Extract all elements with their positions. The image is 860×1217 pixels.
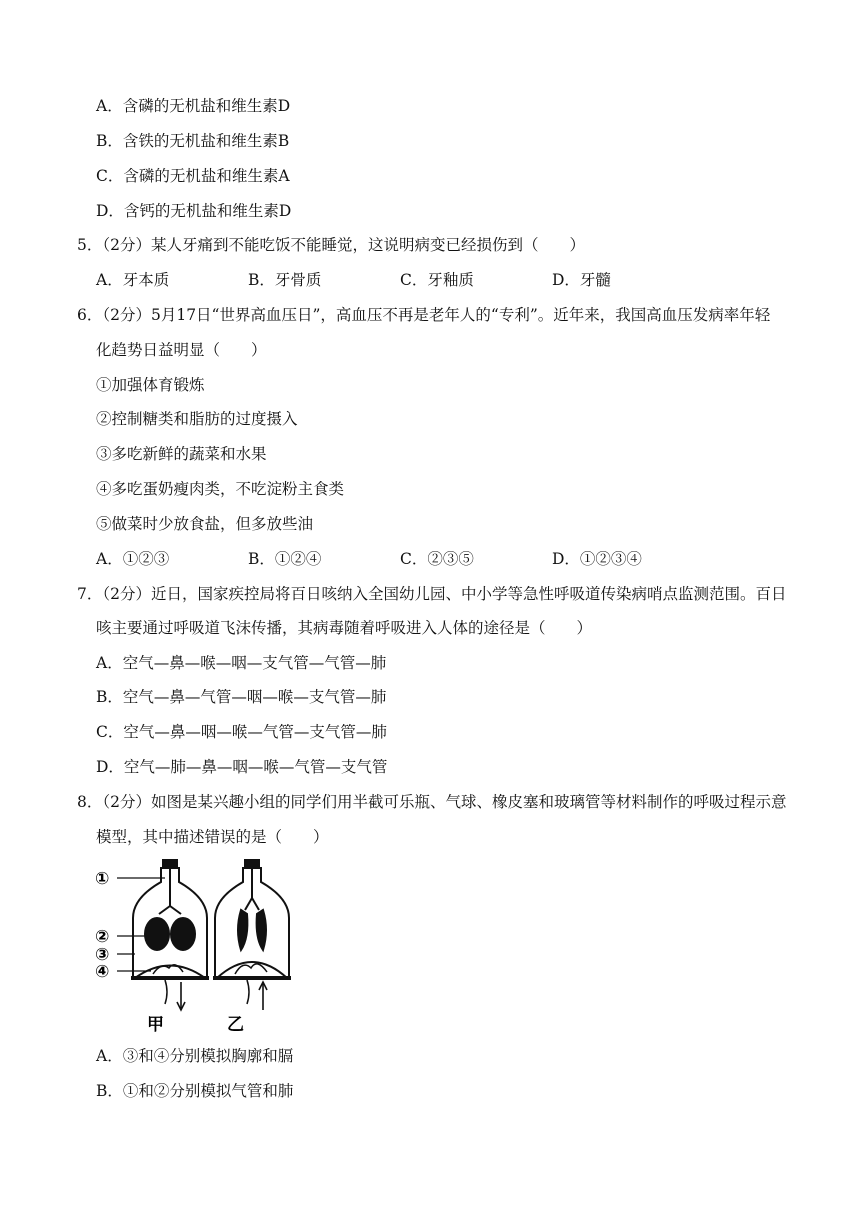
q4-option-d: D．含钙的无机盐和维生素D: [96, 202, 292, 220]
q6-stem-line1: 6．（2分）5月17日“世界高血压日”，高血压不再是老年人的“专利”。近年来，我国高血压发病率年轻: [77, 306, 771, 324]
q5-option-c: C．牙釉质: [400, 271, 474, 289]
q7-option-b: B．空气—鼻—气管—咽—喉—支气管—肺: [96, 688, 387, 706]
lung-left-yi: [238, 910, 247, 950]
q8-option-a: A．③和④分别模拟胸廓和膈: [96, 1047, 294, 1065]
lung-right-yi: [257, 910, 266, 950]
marker-2: ②: [95, 927, 110, 947]
breathing-model-figure: [95, 858, 295, 1036]
q8-stem-line2: 模型，其中描述错误的是（ ）: [96, 828, 329, 846]
diaphragm-yi: [217, 962, 287, 978]
q6-item-3: ③多吃新鲜的蔬菜和水果: [96, 445, 267, 463]
label-jia: 甲: [147, 1015, 164, 1035]
q6-option-b: B．①②④: [248, 550, 322, 568]
stopper-yi: [245, 860, 259, 868]
q6-item-1: ①加强体育锻炼: [96, 376, 205, 394]
q5-option-a: A．牙本质: [96, 271, 170, 289]
q8-stem-line1: 8．（2分）如图是某兴趣小组的同学们用半截可乐瓶、气球、橡皮塞和玻璃管等材料制作的呼吸过程示意: [77, 793, 787, 811]
q4-option-c: C．含磷的无机盐和维生素A: [96, 167, 290, 185]
marker-3: ③: [95, 945, 110, 965]
q5-stem: 5．（2分）某人牙痛到不能吃饭不能睡觉，这说明病变已经损伤到（ ）: [77, 236, 585, 254]
q7-stem-line1: 7．（2分）近日，国家疾控局将百日咳纳入全国幼儿园、中小学等急性呼吸道传染病哨点监测范围。百日: [77, 585, 787, 603]
q7-option-c: C．空气—鼻—咽—喉—气管—支气管—肺: [96, 723, 387, 741]
stopper-jia: [163, 860, 177, 868]
q5-option-b: B．牙骨质: [248, 271, 322, 289]
q6-item-4: ④多吃蛋奶瘦肉类，不吃淀粉主食类: [96, 480, 345, 498]
q7-option-a: A．空气—鼻—喉—咽—支气管—气管—肺: [96, 654, 387, 672]
marker-4: ④: [95, 962, 110, 982]
q6-option-d: D．①②③④: [552, 550, 642, 568]
q6-option-a: A．①②③: [96, 550, 170, 568]
lung-left-jia: [145, 918, 169, 950]
q6-option-c: C．②③⑤: [400, 550, 474, 568]
q6-item-5: ⑤做菜时少放食盐，但多放些油: [96, 515, 314, 533]
model-yi: [213, 860, 291, 1010]
q7-option-d: D．空气—肺—鼻—咽—喉—气管—支气管: [96, 758, 388, 776]
q5-option-d: D．牙髓: [552, 271, 611, 289]
model-jia: [131, 860, 209, 1010]
q7-stem-line2: 咳主要通过呼吸道飞沫传播，其病毒随着呼吸进入人体的途径是（ ）: [96, 619, 593, 637]
label-yi: 乙: [227, 1015, 244, 1035]
q4-option-b: B．含铁的无机盐和维生素B: [96, 132, 290, 150]
marker-1: ①: [95, 869, 110, 889]
lung-right-jia: [171, 918, 195, 950]
q6-stem-line2: 化趋势日益明显（ ）: [96, 341, 267, 359]
q8-option-b: B．①和②分别模拟气管和肺: [96, 1082, 294, 1100]
q4-option-a: A．含磷的无机盐和维生素D: [96, 97, 291, 115]
q6-item-2: ②控制糖类和脂肪的过度摄入: [96, 410, 298, 428]
